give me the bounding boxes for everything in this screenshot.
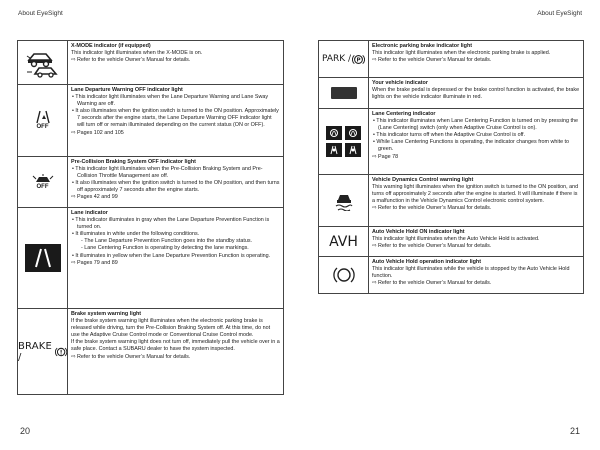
avh-on-reference: ⇨ Refer to the vehicle Owner’s Manual for details. [372, 243, 492, 250]
avh-on-icon-cell [319, 227, 369, 256]
pcb-off-label: OFF [36, 183, 49, 190]
lane-indicator-row [18, 208, 283, 309]
lane-centering-title: Lane Centering indicator [372, 111, 436, 117]
avh-on-text [369, 227, 583, 256]
lane-departure-off-icon [34, 110, 52, 124]
lda-off-bullet-2: • It also illuminates when the ignition switch is turned to the ON position. Approximately 7 seconds after the engine starts, the Lane Departure Warning OFF indicator light will turn off or remain illuminated depending on the current status (ON or OFF). [72, 108, 279, 129]
pcb-off-title: Pre-Collision Braking System OFF indicator light [71, 159, 196, 165]
vdc-description: This warning light illuminates when the ignition switch is turned to the ON position, and turns off approximately 2 seconds after the engine is started. It will illuminate if there is a malfunction in the Vehicle Dynamics Control electronic control system. [372, 184, 579, 205]
lane-indicator-title: Lane indicator [71, 210, 108, 216]
pcb-off-text [68, 157, 283, 207]
brake-warning-icon-cell [18, 309, 68, 394]
your-vehicle-description: When the brake pedal is depressed or the brake control function is activated, the brake lights on the vehicle indicator illuminate in red. [372, 87, 580, 101]
avh-operation-reference: ⇨ Refer to the vehicle Owner’s Manual for details. [372, 280, 492, 287]
pcb-off-icon-cell [18, 157, 68, 207]
lane-indicator-bullet-2: • It illuminates in white under the following conditions. [72, 231, 200, 238]
pre-collision-off-icon [32, 174, 54, 184]
lane-centering-reference: ⇨ Page 78 [372, 153, 399, 160]
pcb-off-bullet-1: • This indicator light illuminates when the Pre-Collision Braking System and Pre-Collision Throttle Management are off. [72, 166, 263, 180]
lda-off-bullet-1: • This indicator light illuminates when the Lane Departure Warning and Lane Sway Warning are off. [72, 94, 269, 108]
avh-on-title: Auto Vehicle Hold ON indicator light [372, 229, 465, 235]
your-vehicle-icon-cell [319, 78, 369, 108]
lane-indicator-sub-1: - The Lane Departure Prevention Function goes into the standby status. [81, 238, 253, 245]
vdc-text [369, 175, 583, 226]
your-vehicle-title: Your vehicle indicator [372, 80, 428, 86]
lane-centering-bullet-2: • This indicator turns off when the Adaptive Cruise Control is off. [373, 132, 526, 139]
vdc-icon-cell [319, 175, 369, 226]
your-vehicle-text [369, 78, 583, 108]
brake-warning-reference: ⇨ Refer to the vehicle Owner’s Manual for details. [71, 353, 191, 360]
page-number-right: 21 [569, 426, 580, 436]
header-left: About EyeSight [18, 10, 63, 17]
avh-operation-description: This indicator light illuminates while the vehicle is stopped by the Auto Vehicle Hold function. [372, 266, 570, 280]
epb-icon-cell [319, 41, 369, 77]
lda-off-reference: ⇨ Pages 102 and 105 [71, 129, 124, 136]
brake-warning-icon [55, 345, 67, 359]
epb-description: This indicator light illuminates when the electronic parking brake is applied. [372, 50, 551, 57]
your-vehicle-row [319, 78, 583, 109]
lane-centering-icon-cell [319, 109, 369, 174]
lane-indicator-icon-cell [18, 208, 68, 308]
brake-label: BRAKE / [17, 340, 53, 363]
vdc-row [319, 175, 583, 227]
xmode-row [18, 41, 283, 85]
avh-label: AVH [329, 233, 358, 250]
avh-on-row [319, 227, 583, 257]
vdc-reference: ⇨ Refer to the vehicle Owner’s Manual for details. [372, 205, 492, 212]
brake-warning-row [18, 309, 283, 394]
vdc-title: Vehicle Dynamics Control warning light [372, 177, 474, 183]
lane-centering-row [319, 109, 583, 175]
epb-reference: ⇨ Refer to the vehicle Owner’s Manual for details. [372, 57, 492, 64]
xmode-reference: ⇨ Refer to the vehicle Owner’s Manual for details. [71, 57, 191, 64]
pcb-off-bullet-2: • It also illuminates when the ignition switch is turned to the ON position, and then turns off approximately 7 seconds after the engine starts. [72, 180, 280, 194]
lda-off-text [68, 85, 283, 156]
parking-brake-icon [352, 53, 365, 66]
lane-indicator-reference: ⇨ Pages 79 and 89 [71, 259, 118, 266]
lda-off-row [18, 85, 283, 157]
epb-text [369, 41, 583, 77]
avh-operation-title: Auto Vehicle Hold operation indicator light [372, 259, 482, 265]
xmode-description: This indicator light illuminates when the X-MODE is on. [71, 50, 203, 57]
right-indicator-table [318, 40, 584, 294]
lane-centering-icon [326, 126, 361, 157]
brake-warning-para-1: If the brake system warning light illuminates when the electronic parking brake is released while driving, turn the Pre-Collision Braking System off. At this time, do not use the Adaptive Cruise Control mode or Conventional Cruise Control mode. [71, 318, 271, 339]
xmode-icon [26, 48, 60, 78]
lane-indicator-sub-2: - Lane Centering Function is operating by detecting the lane markings. [81, 245, 249, 252]
lda-off-title: Lane Departure Warning OFF indicator light [71, 87, 183, 93]
avh-on-description: This indicator light illuminates when the Auto Vehicle Hold is activated. [372, 236, 540, 243]
header-right: About EyeSight [537, 10, 582, 17]
lda-off-icon-cell [18, 85, 68, 156]
avh-operation-row [319, 257, 583, 293]
xmode-title: X-MODE indicator (if equipped) [71, 43, 151, 49]
park-label: PARK / [321, 54, 352, 64]
lane-centering-bullet-3: • While Lane Centering Functions is operating, the indicator changes from white to green. [373, 139, 570, 153]
epb-title: Electronic parking brake indicator light [372, 43, 473, 49]
xmode-icon-cell [18, 41, 68, 84]
avh-operation-text [369, 257, 583, 293]
pcb-off-reference: ⇨ Pages 42 and 99 [71, 194, 118, 201]
vehicle-dynamics-icon [333, 191, 355, 211]
pcb-off-row [18, 157, 283, 208]
epb-row [319, 41, 583, 78]
avh-operation-icon-cell [319, 257, 369, 293]
auto-vehicle-hold-icon [333, 265, 355, 285]
your-vehicle-icon [331, 87, 357, 99]
lda-off-label: OFF [36, 124, 49, 130]
lane-centering-bullet-1: • This indicator illuminates when Lane Centering Function is turned on by pressing the (Lane Centering) switch (only when Adaptive Cruise Control is on). [373, 118, 578, 132]
lane-indicator-text [68, 208, 283, 308]
brake-warning-title: Brake system warning light [71, 311, 142, 317]
page-number-left: 20 [20, 426, 31, 436]
lane-indicator-icon [25, 244, 61, 272]
brake-warning-para-2: If the brake system warning light does not turn off, immediately pull the vehicle over in a safe place. Contact a SUBARU dealer to have the system inspected. [71, 339, 280, 353]
lane-indicator-bullet-1: • This indicator illuminates in gray when the Lane Departure Prevention Function is turned on. [72, 217, 270, 231]
xmode-text [68, 41, 283, 84]
lane-centering-text [369, 109, 583, 174]
lane-indicator-bullet-3: • It illuminates in yellow when the Lane Departure Prevention Function is operating. [72, 252, 271, 259]
left-indicator-table [17, 40, 284, 395]
svg-text:P: P [356, 57, 361, 64]
brake-warning-text [68, 309, 283, 394]
